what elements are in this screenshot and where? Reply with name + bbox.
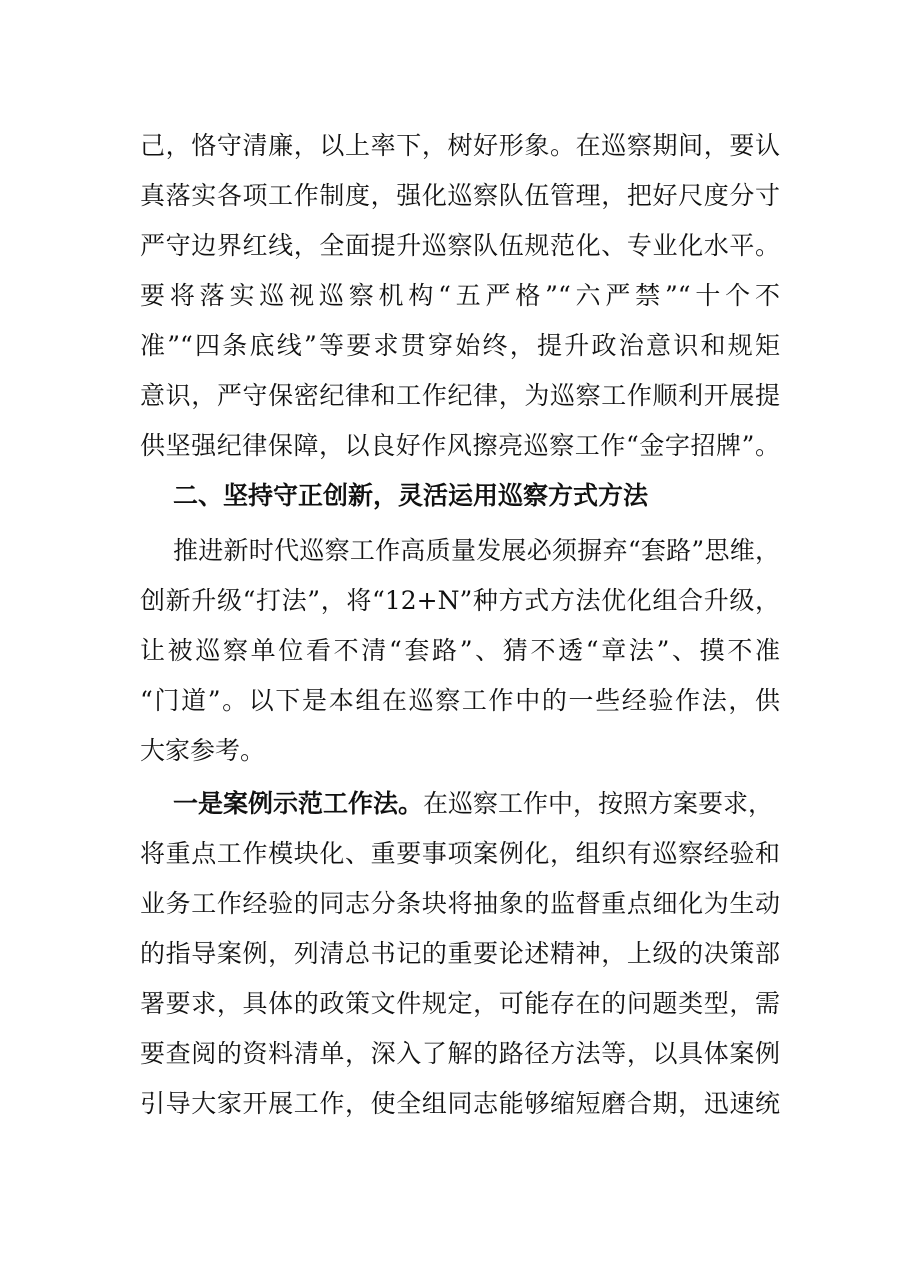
paragraph-3-line-1 <box>173 787 780 821</box>
paragraph-3-lead: 一是案例示范工作法。 <box>173 789 424 818</box>
paragraph-3-line-7: 引导大家开展工作，使全组同志能够缩短磨合期，迅速统 <box>140 1089 780 1118</box>
paragraph-1-line-3: 严守边界红线，全面提升巡察队伍规范化、专业化水平。 <box>140 231 780 260</box>
paragraph-1-line-1: 己，恪守清廉，以上率下，树好形象。在巡察期间，要认 <box>140 131 780 160</box>
paragraph-1-line-5: 准”“四条底线”等要求贯穿始终，提升政治意识和规矩 <box>140 331 780 360</box>
paragraph-2-line-3: 让被巡察单位看不清“套路”、猜不透“章法”、摸不准 <box>140 636 780 665</box>
paragraph-2-line-2: 创新升级“打法”，将“12+N”种方式方法优化组合升级， <box>140 586 780 615</box>
paragraph-2-line-5: 大家参考。 <box>140 736 266 765</box>
paragraph-1-line-4: 要将落实巡视巡察机构“五严格”“六严禁”“十个不 <box>140 281 780 310</box>
paragraph-3-line-5: 署要求，具体的政策文件规定，可能存在的问题类型，需 <box>140 989 780 1018</box>
paragraph-3-line-1-text: 在巡察工作中，按照方案要求， <box>423 789 774 818</box>
paragraph-3-line-2: 将重点工作模块化、重要事项案例化，组织有巡察经验和 <box>140 839 780 868</box>
paragraph-3-line-4: 的指导案例，列清总书记的重要论述精神，上级的决策部 <box>140 939 780 968</box>
paragraph-3-line-6: 要查阅的资料清单，深入了解的路径方法等，以具体案例 <box>140 1039 780 1068</box>
paragraph-3-line-3: 业务工作经验的同志分条块将抽象的监督重点细化为生动 <box>140 889 780 918</box>
paragraph-2-line-4: “门道”。以下是本组在巡察工作中的一些经验作法，供 <box>140 686 780 715</box>
paragraph-1-line-7: 供坚强纪律保障，以良好作风擦亮巡察工作“金字招牌”。 <box>140 431 780 460</box>
paragraph-2-line-1: 推进新时代巡察工作高质量发展必须摒弃“套路”思维， <box>173 536 780 565</box>
section-heading: 二、坚持守正创新，灵活运用巡察方式方法 <box>173 481 649 510</box>
paragraph-1-line-2: 真落实各项工作制度，强化巡察队伍管理，把好尺度分寸 <box>140 181 780 210</box>
paragraph-1-line-6: 意识，严守保密纪律和工作纪律，为巡察工作顺利开展提 <box>140 381 780 410</box>
